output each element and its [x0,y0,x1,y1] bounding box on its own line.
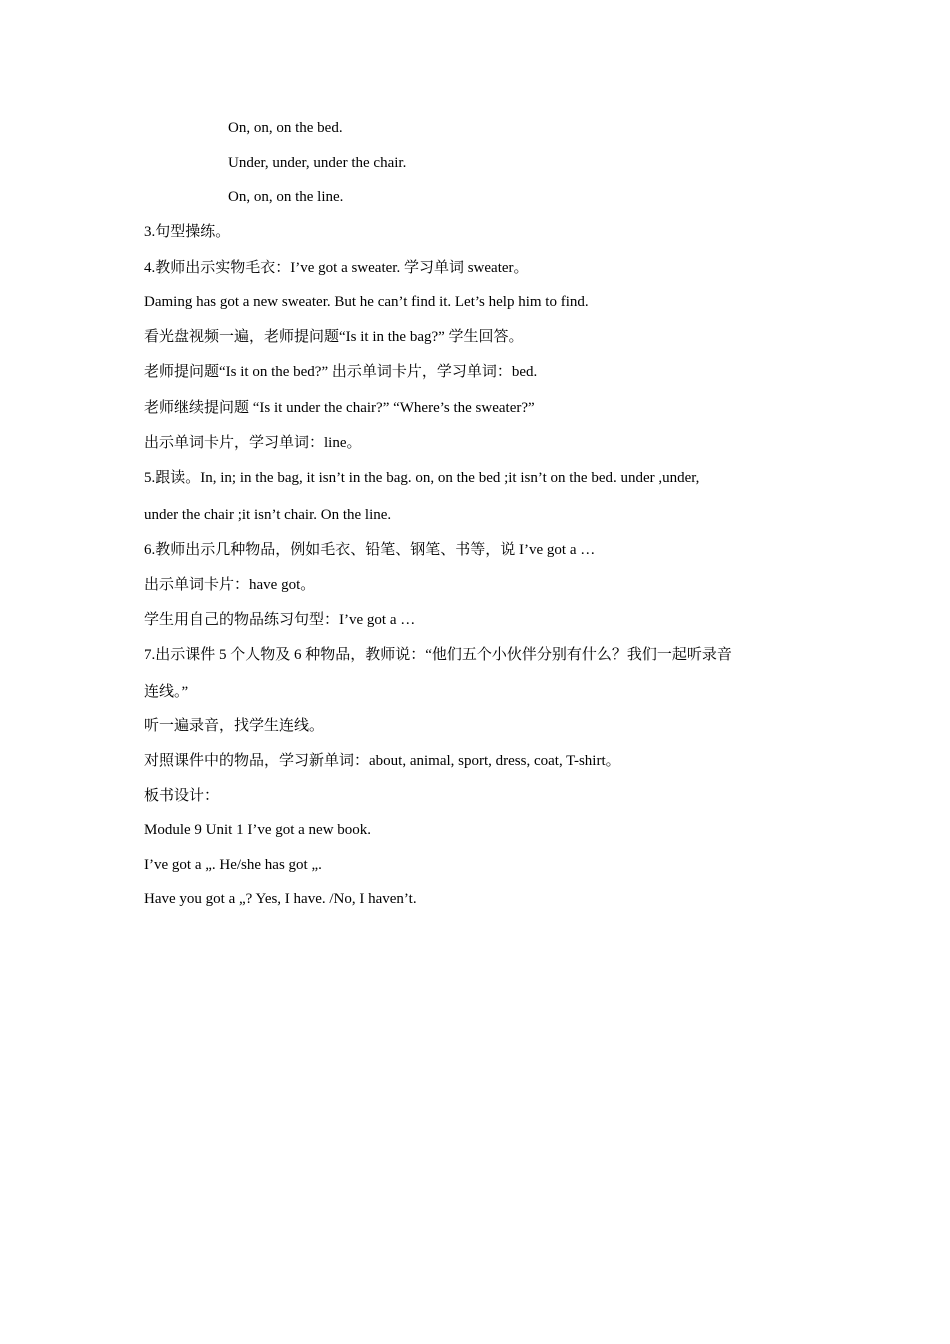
chant-line-bed: On, on, on the bed. [228,120,343,136]
paragraph-video-question: 看光盘视频一遍，老师提问题“Is it in the bag?” 学生回答。 [144,329,524,345]
paragraph-listen: 听一遍录音，找学生连线。 [144,718,325,734]
step-7-continuation: 连线。” [144,684,189,700]
step-5-heading: 5.跟读。In, in; in the bag, it isn’t in the bag. on, on the bed ;it isn’t on the bed. under ,under, [144,470,700,486]
board-module-title: Module 9 Unit 1 I’ve got a new book. [144,822,372,838]
paragraph-chair-question: 老师继续提问题 “Is it under the chair?” “Where’s the sweater?” [144,400,535,416]
paragraph-line-card: 出示单词卡片，学习单词：line。 [144,435,362,451]
step-5-continuation: under the chair ;it isn’t chair. On the line. [144,507,392,523]
board-pattern-1: I’ve got a „. He/she has got „. [144,857,322,873]
step-4-heading: 4.教师出示实物毛衣：I’ve got a sweater. 学习单词 sweater。 [144,260,529,276]
step-6-heading: 6.教师出示几种物品，例如毛衣、铅笔、钢笔、书等，说 I’ve got a … [144,542,596,558]
paragraph-bed-question: 老师提问题“Is it on the bed?” 出示单词卡片，学习单词：bed. [144,364,538,380]
paragraph-daming: Daming has got a new sweater. But he can’t find it. Let’s help him to find. [144,294,589,310]
chant-line-chair: Under, under, under the chair. [228,155,407,171]
board-design-heading: 板书设计： [144,788,220,804]
paragraph-have-got-card: 出示单词卡片：have got。 [144,577,316,593]
step-7-heading: 7.出示课件 5 个人物及 6 种物品，教师说：“他们五个小伙伴分别有什么？我们一起听录音 [144,647,732,663]
board-pattern-2: Have you got a „? Yes, I have. /No, I haven’t. [144,891,417,907]
step-3-heading: 3.句型操练。 [144,224,231,240]
chant-line-line: On, on, on the line. [228,189,344,205]
paragraph-new-words: 对照课件中的物品，学习新单词：about, animal, sport, dress, coat, T-shirt。 [144,753,621,769]
paragraph-practice: 学生用自己的物品练习句型：I’ve got a … [144,612,416,628]
